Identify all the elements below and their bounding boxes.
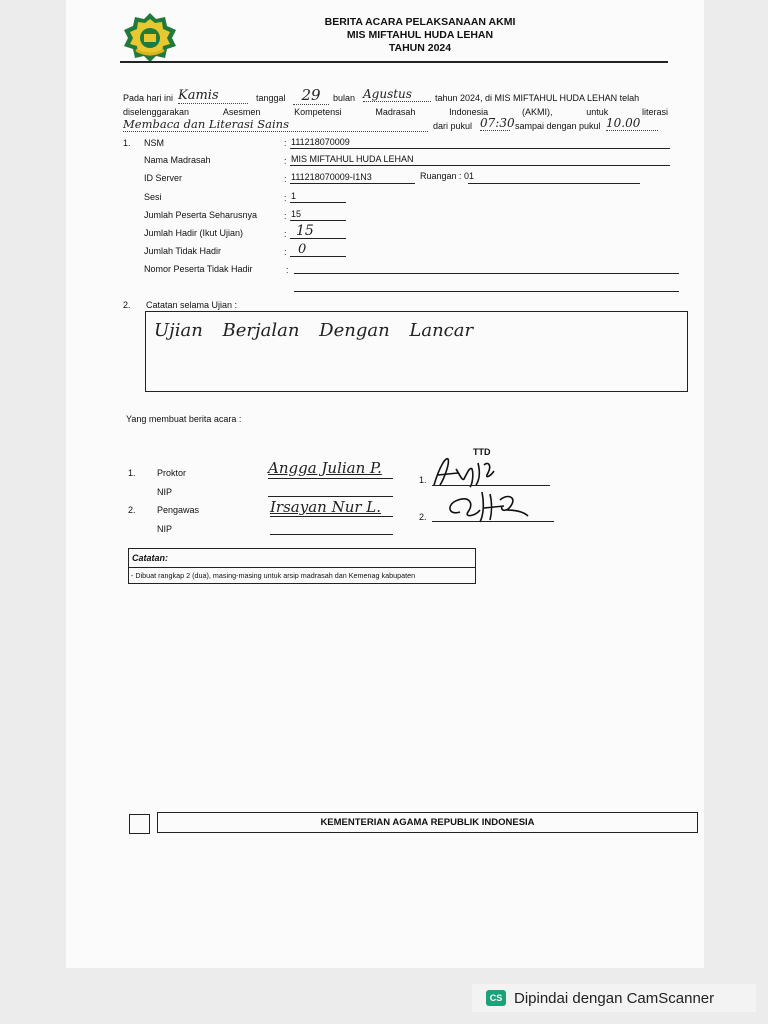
doc-title-line3: TAHUN 2024 xyxy=(388,42,452,54)
header-rule xyxy=(120,61,668,63)
value-literasi: Membaca dan Literasi Sains xyxy=(123,117,428,132)
catatan-ujian-box xyxy=(145,311,688,392)
intro-line3 xyxy=(123,117,668,131)
label-tanggal: tanggal xyxy=(256,93,286,103)
value-ruangan: Ruangan : 01 xyxy=(420,171,475,181)
camscanner-text: Dipindai dengan CamScanner xyxy=(514,989,715,1007)
doc-title-line2: MIS MIFTAHUL HUDA LEHAN xyxy=(346,29,494,41)
intro-line1 xyxy=(123,86,668,104)
value-tanggal: 29 xyxy=(293,86,329,105)
value-sesi: 1 xyxy=(291,191,297,201)
intro-line2: diselenggarakan Asesmen Kompetensi Madrasah Indonesia (AKMI), untuk literasi xyxy=(123,107,668,117)
value-hari: Kamis xyxy=(178,88,248,104)
label-dari-pukul: dari pukul xyxy=(433,121,473,131)
catatan-box xyxy=(128,548,476,584)
label-jumlah-hadir: Jumlah Hadir (Ikut Ujian) xyxy=(144,228,244,238)
value-jumlah-hadir: 15 xyxy=(296,223,314,239)
camscanner-watermark xyxy=(472,984,756,1012)
label-pada-hari-ini: Pada hari ini xyxy=(123,93,174,103)
section2-number: 2. xyxy=(123,300,131,310)
proktor-nip-label: NIP xyxy=(157,487,173,497)
value-dari-pukul: 07:30 xyxy=(480,116,515,130)
proktor-signature xyxy=(428,455,528,489)
label-nama-madrasah: Nama Madrasah xyxy=(144,155,211,165)
label-id-server: ID Server xyxy=(144,173,183,183)
signatures-heading: Yang membuat berita acara : xyxy=(126,414,242,424)
text-tahun: tahun 2024, di MIS MIFTAHUL HUDA LEHAN telah xyxy=(435,93,640,103)
label-nomor-peserta-tidak-hadir: Nomor Peserta Tidak Hadir xyxy=(144,264,253,274)
catatan-text: - Dibuat rangkap 2 (dua), masing-masing untuk arsip madrasah dan Kemenag kabupaten xyxy=(131,571,416,580)
proktor-label: Proktor xyxy=(157,468,187,478)
catatan-ujian-text: Ujian Berjalan Dengan Lancar xyxy=(154,320,474,341)
catatan-ujian-label: Catatan selama Ujian : xyxy=(146,300,238,310)
proktor-name: Angga Julian P. xyxy=(268,459,382,477)
label-bulan: bulan xyxy=(333,93,356,103)
ministry-checkbox xyxy=(129,814,150,834)
pengawas-name: Irsayan Nur L. xyxy=(270,498,382,516)
value-bulan: Agustus xyxy=(363,87,431,102)
label-sesi: Sesi xyxy=(144,192,162,202)
value-jumlah-peserta: 15 xyxy=(291,209,302,219)
value-jumlah-tidak-hadir: 0 xyxy=(298,242,307,257)
catatan-title: Catatan: xyxy=(132,553,169,563)
ministry-bar: KEMENTERIAN AGAMA REPUBLIK INDONESIA xyxy=(157,812,698,833)
section1-number: 1. xyxy=(123,138,131,148)
camscanner-icon: CS xyxy=(486,990,506,1006)
label-jumlah-tidak-hadir: Jumlah Tidak Hadir xyxy=(144,246,222,256)
ttd-1-number: 1. xyxy=(419,475,427,485)
value-id-server: 111218070009-I1N3 xyxy=(291,172,372,182)
pengawas-nip-label: NIP xyxy=(157,524,173,534)
kemenag-logo xyxy=(122,12,178,62)
doc-title-line1: BERITA ACARA PELAKSANAAN AKMI xyxy=(324,16,516,28)
ttd-label: TTD xyxy=(473,447,491,457)
value-nama-madrasah: MIS MIFTAHUL HUDA LEHAN xyxy=(291,154,414,164)
value-sampai-pukul: 10.00 xyxy=(606,116,658,131)
proktor-number: 1. xyxy=(128,468,136,478)
label-nsm: NSM xyxy=(144,138,164,148)
pengawas-signature xyxy=(440,486,550,526)
pengawas-number: 2. xyxy=(128,505,136,515)
label-sampai-pukul: sampai dengan pukul xyxy=(515,121,601,131)
ttd-2-number: 2. xyxy=(419,512,427,522)
pengawas-label: Pengawas xyxy=(157,505,200,515)
label-jumlah-peserta: Jumlah Peserta Seharusnya xyxy=(144,210,258,220)
value-nsm: 111218070009 xyxy=(291,137,350,147)
